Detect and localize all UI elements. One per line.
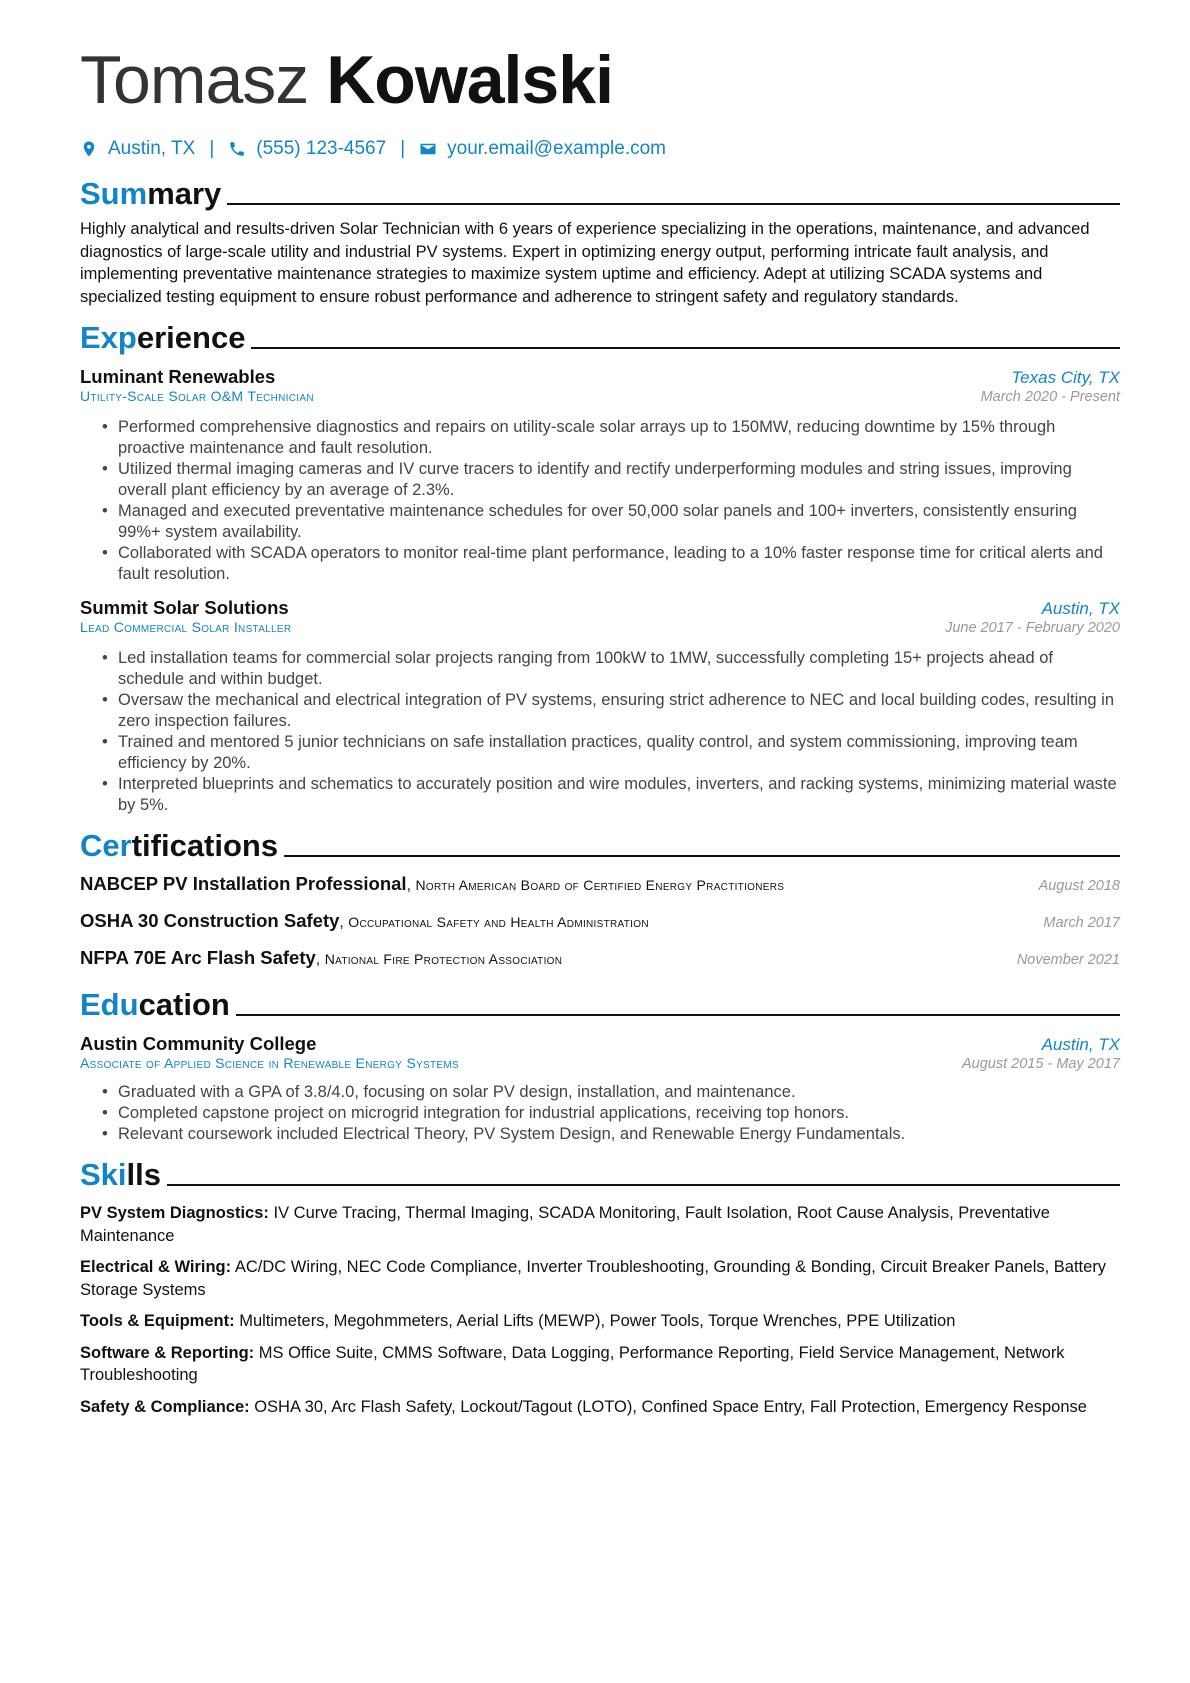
job-location: Austin, TX: [1041, 599, 1120, 618]
certification-date: November 2021: [1016, 952, 1120, 968]
certification-item: NABCEP PV Installation Professional, North American Board of Certified Energy Practitioners August 2018: [80, 873, 1120, 894]
heading-rest: erience: [136, 320, 246, 355]
job-bullets: [80, 417, 1120, 585]
heading-accent: Ski: [80, 1157, 127, 1192]
list-item: • Collaborated with SCADA operators to monitor real-time plant performance, leading to a 10% faster response time for critical alerts and fault resolution.: [102, 543, 1120, 585]
heading-rest: mary: [147, 176, 222, 211]
certification-date: August 2018: [1038, 878, 1120, 894]
contact-line: [80, 134, 1120, 164]
skill-label: Software & Reporting:: [80, 1343, 255, 1362]
list-item: • Managed and executed preventative maintenance schedules for over 50,000 solar panels and 100+ inverters, consistently ensuring 99%+ system availability.: [102, 501, 1120, 543]
last-name: Kowalski: [326, 42, 613, 118]
heading-rule: [284, 855, 1120, 857]
job-bullets: [80, 648, 1120, 816]
education-dates: August 2015 - May 2017: [962, 1056, 1120, 1072]
certification-issuer: National Fire Protection Association: [324, 951, 563, 967]
envelope-icon: [419, 140, 437, 158]
list-item: • Relevant coursework included Electrical Theory, PV System Design, and Renewable Energy Fundamentals.: [102, 1124, 1120, 1145]
skill-label: Tools & Equipment:: [80, 1312, 235, 1330]
employer-name: Luminant Renewables: [80, 366, 276, 387]
certification-date: March 2017: [1043, 915, 1120, 931]
experience-entry: [80, 366, 1120, 585]
certification-issuer: North American Board of Certified Energy Practitioners: [415, 877, 785, 893]
contact-phone[interactable]: [228, 138, 386, 160]
job-title: Lead Commercial Solar Installer: [80, 619, 292, 635]
first-name: Tomasz: [80, 42, 309, 118]
certification-name: OSHA 30 Construction Safety: [80, 910, 340, 931]
skill-items: AC/DC Wiring, NEC Code Compliance, Inverter Troubleshooting, Grounding & Bonding, Circuit Breaker Panels, Battery Storage Systems: [80, 1258, 1107, 1299]
degree-title: Associate of Applied Science in Renewable Energy Systems: [80, 1055, 459, 1071]
employer-name: Summit Solar Solutions: [80, 597, 289, 618]
contact-separator: |: [209, 138, 215, 159]
experience-entry: [80, 597, 1120, 816]
list-item: • Completed capstone project on microgrid integration for industrial applications, receiving top honors.: [102, 1103, 1120, 1124]
list-item: • Led installation teams for commercial solar projects ranging from 100kW to 1MW, successfully completing 15+ projects ahead of schedule and within budget.: [102, 648, 1120, 690]
skill-items: Multimeters, Megohmmeters, Aerial Lifts (MEWP), Power Tools, Torque Wrenches, PPE Utilization: [239, 1312, 956, 1330]
summary-text: Highly analytical and results-driven Solar Technician with 6 years of experience specializing in the operations, maintenance, and advanced diagnostics of large-scale utility and industrial PV systems. Expert in optimizing energy output, performing intricate fault analysis, and implementing preventative maintenance strategies to maximize system uptime and efficiency. Adept at utilizing SCADA systems and specialized testing equipment to ensure robust performance and adherence to stringent safety and regulatory standards.: [80, 220, 1090, 306]
heading-accent: Edu: [80, 987, 139, 1022]
heading-rule: [167, 1184, 1120, 1186]
map-marker-icon: [80, 140, 98, 158]
heading-rule: [227, 203, 1120, 205]
list-item: • Oversaw the mechanical and electrical integration of PV systems, ensuring strict adherence to NEC and local building codes, resulting in zero inspection failures.: [102, 690, 1120, 732]
list-item: • Interpreted blueprints and schematics to accurately position and wire modules, inverters, and racking systems, minimizing material waste by 5%.: [102, 774, 1120, 816]
heading-rest: lls: [126, 1157, 161, 1192]
skill-items: IV Curve Tracing, Thermal Imaging, SCADA Monitoring, Fault Isolation, Root Cause Analysis, Preventative Maintenance: [80, 1204, 1050, 1245]
skill-items: OSHA 30, Arc Flash Safety, Lockout/Tagout (LOTO), Confined Space Entry, Fall Protection, Emergency Response: [254, 1397, 1087, 1416]
list-item: • Utilized thermal imaging cameras and IV curve tracers to identify and rectify underperforming modules and string issues, improving overall plant efficiency by an average of 2.3%.: [102, 459, 1120, 501]
list-item: • Graduated with a GPA of 3.8/4.0, focusing on solar PV design, installation, and maintenance.: [102, 1082, 1120, 1103]
heading-accent: Cer: [80, 828, 132, 863]
heading-rest: tifications: [131, 828, 279, 863]
skill-row: [80, 1256, 1120, 1301]
certification-name: NFPA 70E Arc Flash Safety: [80, 947, 316, 968]
contact-location: [80, 138, 195, 160]
skills-heading: [80, 1153, 1120, 1193]
contact-email[interactable]: [419, 138, 666, 160]
heading-accent: Exp: [80, 320, 137, 355]
job-location: Texas City, TX: [1011, 368, 1120, 387]
resume-page: [80, 40, 1120, 1418]
certification-issuer: Occupational Safety and Health Administration: [348, 914, 649, 930]
skill-row: [80, 1396, 1120, 1419]
skill-items: MS Office Suite, CMMS Software, Data Logging, Performance Reporting, Field Service Management, Network Troubleshooting: [80, 1343, 1065, 1384]
job-dates: March 2020 - Present: [980, 389, 1120, 405]
summary-heading: [80, 172, 1120, 212]
heading-accent: Sum: [80, 176, 148, 211]
list-item: • Trained and mentored 5 junior technicians on safe installation practices, quality control, and system commissioning, improving team efficiency by 20%.: [102, 732, 1120, 774]
skill-row: [80, 1342, 1120, 1387]
school-name: Austin Community College: [80, 1033, 317, 1054]
education-heading: [80, 983, 1120, 1023]
experience-heading: [80, 316, 1120, 356]
skill-row: [80, 1202, 1120, 1247]
education-bullets: [80, 1082, 1120, 1145]
skill-label: Safety & Compliance:: [80, 1397, 250, 1416]
certifications-heading: [80, 824, 1120, 864]
contact-separator: |: [400, 138, 406, 159]
certification-item: OSHA 30 Construction Safety, Occupational Safety and Health Administration March 2017: [80, 910, 1120, 931]
job-dates: June 2017 - February 2020: [945, 620, 1120, 636]
skill-label: Electrical & Wiring:: [80, 1258, 232, 1276]
list-item: • Performed comprehensive diagnostics and repairs on utility-scale solar arrays up to 150MW, reducing downtime by 15% through proactive maintenance and fault resolution.: [102, 417, 1120, 459]
phone-text: (555) 123-4567: [256, 138, 387, 159]
skill-label: PV System Diagnostics:: [80, 1204, 269, 1222]
certification-item: NFPA 70E Arc Flash Safety, National Fire Protection Association November 2021: [80, 947, 1120, 968]
heading-rule: [236, 1014, 1120, 1016]
skill-row: [80, 1310, 1120, 1333]
certification-name: NABCEP PV Installation Professional: [80, 873, 407, 894]
candidate-name: [80, 40, 1120, 120]
heading-rest: cation: [138, 987, 230, 1022]
school-location: Austin, TX: [1041, 1035, 1120, 1054]
phone-icon: [228, 140, 246, 158]
education-entry: [80, 1033, 1120, 1145]
heading-rule: [251, 347, 1120, 349]
location-text: Austin, TX: [108, 138, 196, 159]
email-link[interactable]: your.email@example.com: [447, 138, 666, 159]
job-title: Utility-Scale Solar O&M Technician: [80, 388, 314, 404]
